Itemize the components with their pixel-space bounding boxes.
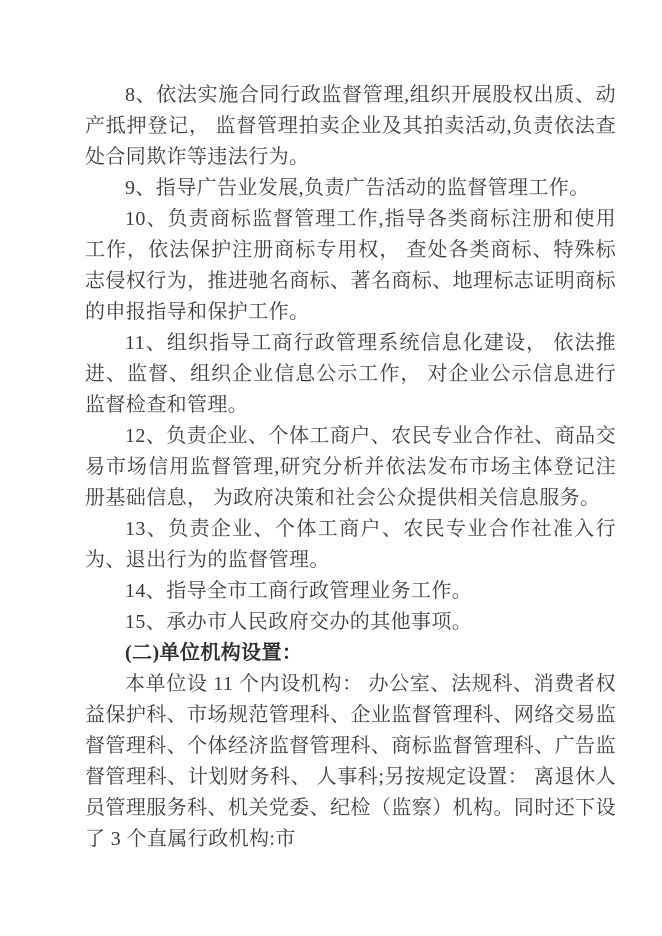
paragraph-item-9: 9、指导广告业发展,负责广告活动的监督管理工作。 <box>125 177 590 199</box>
paragraph-item-14: 14、指导全市工商行政管理业务工作。 <box>125 580 473 602</box>
paragraph-item-12: 12、负责企业、个体工商户、农民专业合作社、商品交易市场信用监督管理,研究分析并依法发布市场主体登记注册基础信息， 为政府决策和社会公众提供相关信息服务。 <box>85 425 616 509</box>
paragraph-item-8: 8、依法实施合同行政监督管理,组织开展股权出质、动产抵押登记， 监督管理拍卖企业及其拍卖活动,负责依法查处合同欺诈等违法行为。 <box>85 84 616 168</box>
paragraph-item-10: 10、负责商标监督管理工作,指导各类商标注册和使用工作，依法保护注册商标专用权， 查处各类商标、特殊标志侵权行为，推进驰名商标、著名商标、地理标志证明商标的申报指导和保护工作。 <box>85 208 616 323</box>
section-heading-unit-structure: (二)单位机构设置： <box>125 642 303 664</box>
paragraph-unit-structure-body: 本单位设 11 个内设机构： 办公室、法规科、消费者权益保护科、市场规范管理科、企业监督管理科、网络交易监督管理科、个体经济监督管理科、商标监督管理科、广告监督管理科、计划财务科、 人事科;另按规定设置： 离退休人员管理服务科、机关党委、纪检（监察）机构。同时还下设了 3 个直属行政机构:市 <box>85 673 616 850</box>
document-page <box>85 80 616 855</box>
paragraph-item-13: 13、负责企业、个体工商户、农民专业合作社准入行为、退出行为的监督管理。 <box>85 518 616 571</box>
paragraph-item-11: 11、组织指导工商行政管理系统信息化建设， 依法推进、监督、组织企业信息公示工作， 对企业公示信息进行监督检查和管理。 <box>85 332 616 416</box>
paragraph-item-15: 15、承办市人民政府交办的其他事项。 <box>125 611 473 633</box>
